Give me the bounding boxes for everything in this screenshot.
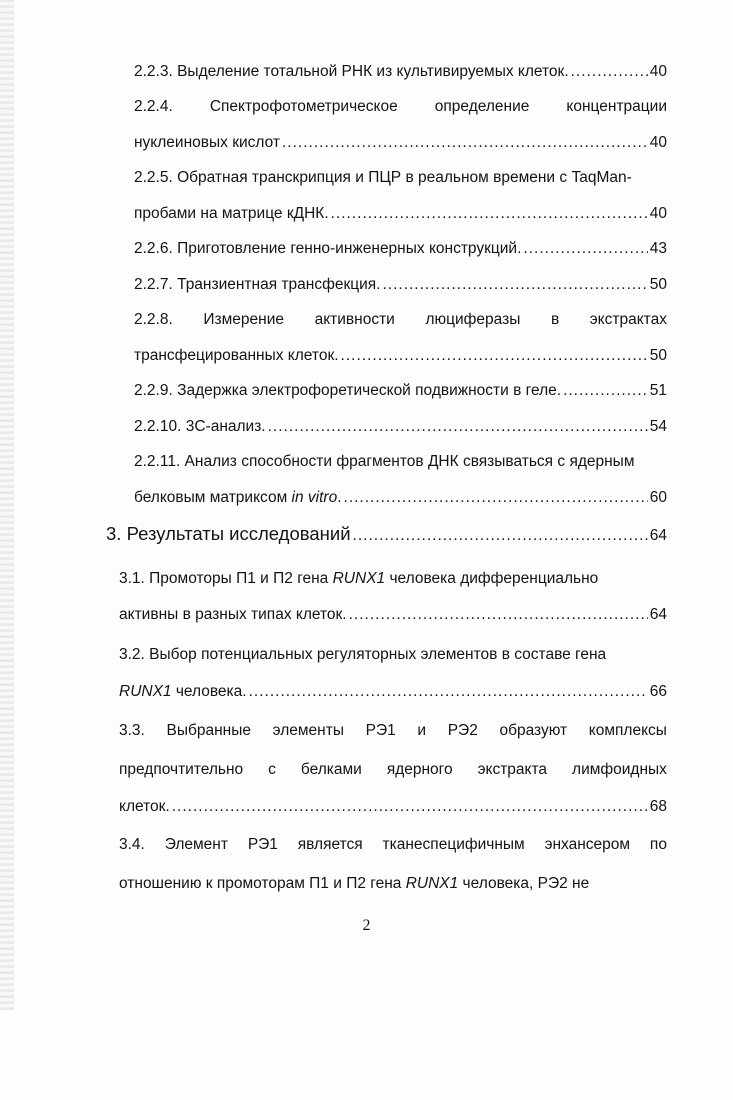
toc-word: тканеспецифичным (382, 836, 525, 853)
italic-run: RUNX1 (119, 683, 172, 700)
toc-entry-number: 2.2.7. (134, 276, 173, 293)
toc-entry-number: 2.2.3. (134, 63, 173, 80)
toc-word: образуют (499, 722, 568, 739)
toc-entry-3-2-line1[interactable] (119, 643, 667, 667)
toc-entry-2-2-5-line1[interactable] (134, 166, 667, 190)
toc-entry-number: 2.2.9. (134, 382, 173, 399)
dot-leader (563, 379, 648, 403)
toc-word: определение (434, 98, 530, 115)
toc-entry-title-cont: пробами на матрице кДНК. (134, 205, 329, 222)
toc-word: экстракта (477, 761, 548, 778)
scan-edge-noise (0, 0, 14, 1010)
toc-entry-title: 2.2.5. Обратная транскрипция и ПЦР в реальном времени с TaqMan- (134, 169, 632, 186)
toc-page-number: 40 (649, 205, 667, 222)
dot-leader (349, 603, 648, 627)
toc-entry-title-cont: трансфецированных клеток. (134, 347, 339, 364)
toc-page-number: 54 (649, 418, 667, 435)
toc-word: элементы (272, 722, 344, 739)
dot-leader (282, 131, 648, 155)
toc-entry-3-3-line3[interactable] (119, 795, 667, 819)
dot-leader (341, 344, 648, 368)
toc-word: комплексы (588, 722, 667, 739)
toc-entry-3-2-line2[interactable] (119, 680, 667, 704)
toc-entry-2-2-4-line2[interactable] (134, 131, 667, 155)
toc-word: белками (300, 761, 362, 778)
toc-word: РЭ2 (447, 722, 478, 739)
toc-word: РЭ1 (365, 722, 396, 739)
toc-entry-2-2-6[interactable] (134, 237, 667, 261)
toc-entry-3-4-line2[interactable] (119, 872, 667, 896)
toc-page-number: 50 (649, 276, 667, 293)
toc-entry-2-2-7[interactable] (134, 273, 667, 297)
toc-page-number: 43 (649, 240, 667, 257)
toc-entry-3-1-line2[interactable] (119, 603, 667, 627)
toc-word: 2.2.4. (134, 98, 173, 115)
toc-page-number: 68 (649, 798, 667, 815)
toc-page-number: 40 (649, 63, 667, 80)
toc-entry-title: 3.2. Выбор потенциальных регуляторных элементов в составе гена (119, 646, 607, 663)
toc-entry-title: Задержка электрофоретической подвижности в геле. (177, 382, 562, 399)
toc-entry-title (119, 567, 598, 591)
dot-leader (523, 237, 647, 261)
toc-word: по (649, 836, 667, 853)
toc-entry-title: Приготовление генно-инженерных конструкций. (177, 240, 522, 257)
toc-entry-title-cont (119, 680, 247, 704)
toc-entry-2-2-5-line2[interactable] (134, 202, 667, 226)
toc-page-number: 64 (649, 606, 667, 623)
italic-run: RUNX1 (405, 875, 459, 892)
toc-entry-2-2-3[interactable] (134, 60, 667, 84)
toc-entry-title-cont: нуклеиновых кислот (134, 134, 280, 151)
text-run: человека дифференциально (385, 570, 599, 587)
toc-word: Спектрофотометрическое (209, 98, 398, 115)
toc-entry-title-cont: клеток. (119, 798, 170, 815)
text-run: человека, РЭ2 не (458, 875, 590, 892)
italic-run: RUNX1 (332, 570, 386, 587)
toc-word: Элемент (164, 836, 228, 853)
toc-entry-title: Выделение тотальной РНК из культивируемых клеток. (177, 63, 569, 80)
text-run: . (337, 489, 342, 506)
toc-entry-number: 3. (106, 523, 122, 544)
toc-page-number: 60 (649, 489, 667, 506)
toc-page-number: 40 (649, 134, 667, 151)
toc-word: 2.2.8. (134, 311, 173, 328)
toc-word: 3.4. (119, 836, 145, 853)
toc-entry-2-2-11-line1[interactable] (134, 450, 667, 474)
toc-word: в (550, 311, 560, 328)
text-run: белковым матриксом (134, 489, 292, 506)
toc-word: и (417, 722, 427, 739)
toc-word: РЭ1 (247, 836, 278, 853)
toc-word: активности (314, 311, 395, 328)
toc-word: Измерение (203, 311, 284, 328)
toc-entry-title: Результаты исследований (126, 523, 351, 544)
dot-leader (331, 202, 648, 226)
dot-leader (382, 273, 647, 297)
toc-word: ядерного (386, 761, 453, 778)
toc-word: Выбранные (166, 722, 251, 739)
toc-entry-title-cont (134, 486, 342, 510)
toc-entry-2-2-11-line2[interactable] (134, 486, 667, 510)
dot-leader (268, 415, 648, 439)
toc-entry-title-cont: активны в разных типах клеток. (119, 606, 347, 623)
toc-page-number: 64 (649, 527, 667, 544)
toc-entry-2-2-9[interactable] (134, 379, 667, 403)
toc-entry-3-3-line1[interactable] (119, 719, 667, 743)
dot-leader (344, 486, 648, 510)
toc-page-number: 66 (649, 683, 667, 700)
toc-entry-number: 2.2.6. (134, 240, 173, 257)
dot-leader (172, 795, 648, 819)
toc-entry-2-2-8-line2[interactable] (134, 344, 667, 368)
toc-entry-3[interactable] (106, 522, 667, 546)
italic-run: in vitro (291, 489, 338, 506)
toc-word: 3.3. (119, 722, 145, 739)
toc-entry-number: 2.2.10. (134, 418, 182, 435)
toc-word: лимфоидных (572, 761, 667, 778)
dot-leader (353, 524, 648, 548)
toc-word: с (268, 761, 276, 778)
toc-word: является (297, 836, 363, 853)
toc-entry-title: 2.2.11. Анализ способности фрагментов ДНК связываться с ядерным (134, 453, 635, 470)
dot-leader (249, 680, 648, 704)
toc-entry-2-2-8-line1[interactable] (134, 308, 667, 332)
text-run: человека. (171, 683, 247, 700)
toc-entry-title: 3C-анализ. (185, 418, 266, 435)
toc-page-number: 51 (649, 382, 667, 399)
dot-leader (571, 60, 648, 84)
text-run: отношению к промоторам П1 и П2 гена (119, 875, 406, 892)
toc-entry-2-2-4-line1[interactable] (134, 95, 667, 119)
toc-entry-title: Транзиентная трансфекция. (177, 276, 381, 293)
toc-entry-title-cont (119, 872, 589, 896)
toc-entry-3-3-line2[interactable] (119, 758, 667, 782)
toc-entry-2-2-10[interactable] (134, 415, 667, 439)
toc-word: концентрации (566, 98, 667, 115)
toc-entry-3-4-line1[interactable] (119, 833, 667, 857)
toc-page-number: 50 (649, 347, 667, 364)
toc-word: люциферазы (425, 311, 521, 328)
page-number: 2 (362, 917, 371, 934)
toc-word: экстрактах (589, 311, 667, 328)
toc-word: предпочтительно (119, 761, 244, 778)
text-run: 3.1. Промоторы П1 и П2 гена (119, 570, 333, 587)
toc-entry-3-1-line1[interactable] (119, 567, 667, 591)
toc-word: энхансером (544, 836, 631, 853)
